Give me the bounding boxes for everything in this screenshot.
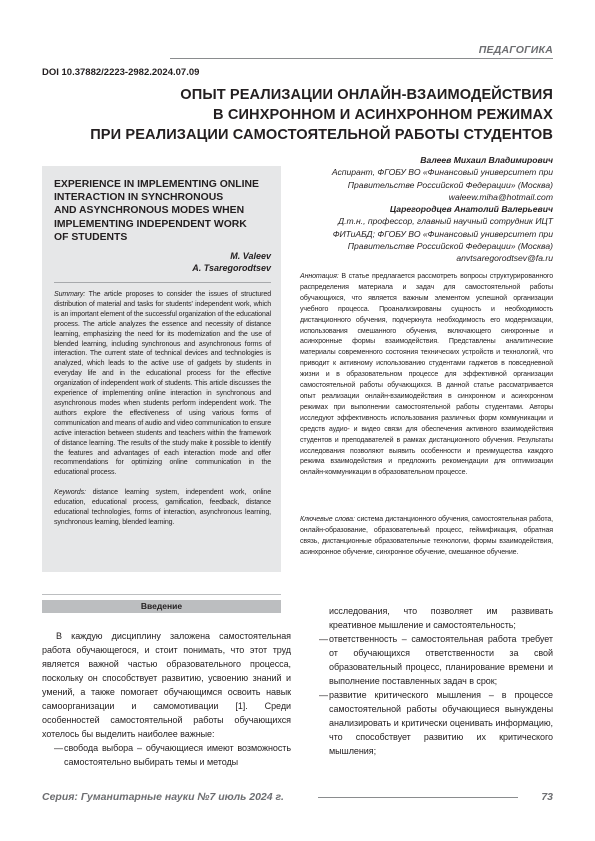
- body-paragraph: В каждую дисциплину заложена самостоятельная работа обучающегося, и стоит понимать, что этот труд является важной частью образовательного процесса, поскольку он способствует развитию, усвоению знаний и умений, а также помогает обучающимся освоить навык самоорганизации и самомотивации [1]. Среди особенностей самостоятельной работы обучающихся хотелось бы выделить наиболее важные:: [42, 631, 291, 739]
- english-title: [54, 178, 271, 244]
- author-block: [300, 154, 553, 265]
- author-name: Валеев Михаил Владимирович: [420, 155, 553, 165]
- english-title-line: OF STUDENTS: [54, 231, 128, 243]
- keywords-label: Keywords:: [54, 489, 86, 497]
- section-heading: Введение: [42, 600, 281, 613]
- body-column-right: [307, 604, 553, 758]
- footer-series: Серия: Гуманитарные науки №7 июль 2024 г.: [42, 791, 284, 803]
- english-authors: [54, 251, 271, 274]
- english-title-line: AND ASYNCHRONOUS MODES WHEN: [54, 205, 245, 217]
- english-abstract-box: [42, 166, 281, 572]
- russian-keywords: [300, 515, 553, 559]
- english-author: M. Valeev: [230, 251, 271, 262]
- author-email[interactable]: waleew.miha@hotmail.com: [448, 191, 553, 202]
- author-affiliation: ФИТиАБД; ФГОБУ ВО «Финансовый университет при: [332, 228, 553, 239]
- doi[interactable]: DOI 10.37882/2223-2982.2024.07.09: [42, 67, 200, 78]
- keywords-label: Ключевые слова:: [300, 516, 355, 523]
- english-summary: [54, 290, 271, 478]
- author-affiliation: Правительстве Российской Федерации» (Москва): [347, 179, 553, 190]
- author-affiliation: Правительстве Российской Федерации» (Москва): [347, 241, 553, 252]
- list-item-continuation: исследования, что позволяет им развивать креативное мышление и самостоятельность;: [329, 606, 553, 630]
- english-keywords: [54, 488, 271, 528]
- english-title-line: INTERACTION IN SYNCHRONOUS: [54, 192, 224, 204]
- author-affiliation: Д.т.н., профессор, главный научный сотрудник ИЦТ: [338, 216, 553, 227]
- author-affiliation: Аспирант, ФГОБУ ВО «Финансовый университет при: [331, 167, 553, 178]
- english-divider: [54, 282, 271, 283]
- list-item: [307, 632, 553, 688]
- dash-bullet: —: [319, 634, 328, 644]
- title-line: В СИНХРОННОМ И АСИНХРОННОМ РЕЖИМАХ: [213, 107, 553, 123]
- list-item-text: развитие критического мышления – в процессе самостоятельной работы обучающиеся вынуждены анализировать и критически оценивать информацию, что способствует развитию их критического мышления;: [329, 690, 553, 756]
- abstract-text: В статье предлагается рассмотреть вопросы структурированного распределения материала и задач для самостоятельной работы обучающихся, что является важным элементом успешной организации учебного процесса. Проанализированы сущность и необходимость дистанционного обучения, подчеркнута необходимость его модернизации, использования смешанного обучения, включающего синхронные и асинхронные формы взаимодействия. Представлены аналитические материалы современного состояния технических устройств и технологий, что приводит к активному использованию студентами гаджетов в повседневной жизни и в образовательном процессе для эффективной организации самостоятельной работы обучающихся. В данной статье рассматривается опыт реализации онлайн-взаимодействия в синхронном и асинхронном режимах при выполнении самостоятельной работы студентами. Авторы исследуют эффективность использования различных форм коммуникации и средств аудио- и видео связи для обеспечения активного взаимодействия студентов и преподавателей в рамках дистанционного обучения. Результаты исследования позволяют выявить особенности и преимущества каждого режима взаимодействия и предложить рекомендации для оптимизации онлайн-коммуникации в образовательном процессе.: [300, 273, 553, 477]
- author-email[interactable]: anvtsaregorodtsev@fa.ru: [456, 253, 553, 264]
- title-line: ОПЫТ РЕАЛИЗАЦИИ ОНЛАЙН-ВЗАИМОДЕЙСТВИЯ: [180, 87, 553, 103]
- body-column-left: [42, 629, 291, 769]
- dash-bullet: —: [54, 743, 63, 753]
- list-item: [307, 688, 553, 758]
- list-item-text: ответственность – самостоятельная работа требует от обучающихся ответственности за свой образовательный процесс, планирование времени и выполнение поставленных задач в срок;: [329, 634, 553, 686]
- keywords-text: distance learning system, independent work, online education, educational process, gamification, feedback, distance educational technologies, forms of interaction, asynchronous learning, synchronous learning, blended learning.: [54, 489, 272, 526]
- dash-bullet: —: [319, 690, 328, 700]
- footer-rule: [318, 797, 518, 798]
- column-rule: [42, 594, 281, 595]
- page-number: 73: [541, 791, 553, 803]
- summary-text: The article proposes to consider the issues of structured distribution of material and tasks for students' independent work, which is an important element of the successful organization of the educational process. The article analyzes the essence and necessity of distance learning, emphasizing the need for its modernization and the use of blended learning, including synchronous and asynchronous forms of interaction. The current state of technical devices and technologies is analyzed, which leads to the active use of gadgets by students in everyday life and in the educational process for the effective organization of independent work of students. This article discusses the experience of implementing online interaction in synchronous and asynchronous modes when students perform independent work. The authors explore the effectiveness of using various forms of communication and means of audio and video communication to ensure active interaction between students and teachers within the framework of distance learning. The results of the study make it possible to identify the features and advantages of each interaction mode and offer recommendations for optimizing online communication in the educational process.: [54, 291, 271, 477]
- list-item-text: свобода выбора – обучающиеся имеют возможность самостоятельно выбирать темы и методы: [64, 743, 291, 767]
- section-label: ПЕДАГОГИКА: [478, 44, 553, 56]
- summary-label: Summary:: [54, 291, 86, 299]
- keywords-text: система дистанционного обучения, самостоятельная работа, онлайн-образование, образовательный процесс, геймификация, обратная связь, дистанционные образовательные технологии, формы взаимодействия, асинхронное обучение, синхронное обучение, смешанное обучение.: [300, 516, 553, 556]
- abstract-label: Аннотация:: [300, 273, 339, 280]
- list-item: [42, 741, 291, 769]
- english-title-line: IMPLEMENTING INDEPENDENT WORK: [54, 218, 247, 230]
- russian-abstract: [300, 272, 553, 479]
- english-author: A. Tsaregorodtsev: [192, 262, 271, 273]
- header-rule: [170, 58, 553, 59]
- title-line: ПРИ РЕАЛИЗАЦИИ САМОСТОЯТЕЛЬНОЙ РАБОТЫ СТУДЕНТОВ: [90, 127, 553, 143]
- article-title: [90, 85, 553, 145]
- english-title-line: EXPERIENCE IN IMPLEMENTING ONLINE: [54, 179, 259, 190]
- author-name: Царегородцев Анатолий Валерьевич: [389, 204, 553, 215]
